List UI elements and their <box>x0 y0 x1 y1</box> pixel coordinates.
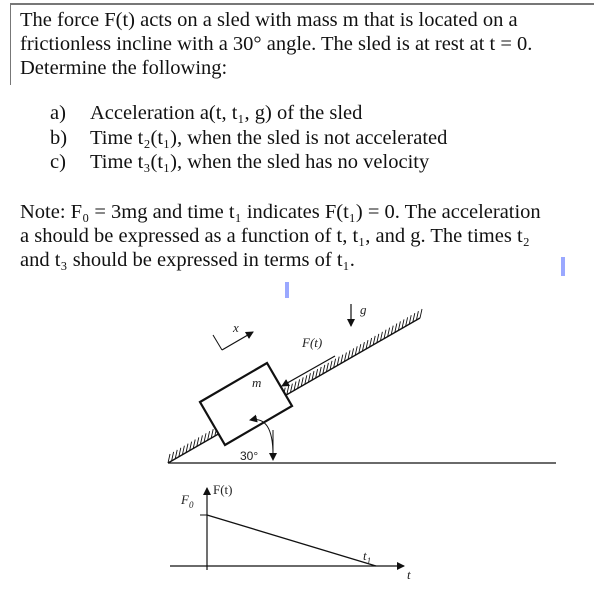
gravity-label: g <box>360 302 367 317</box>
question-text: Acceleration a(t, t₁, g) of the sled <box>90 102 363 124</box>
x-label: x <box>233 320 239 335</box>
question-text: Time t₂(t₁), when the sled is not accelerated <box>90 126 448 149</box>
question-letter: a) <box>50 102 66 124</box>
note-line: and t₃ should be expressed in terms of t₁. <box>20 249 355 271</box>
intro-line: Determine the following: <box>20 57 228 79</box>
question-letter: c) <box>50 151 66 173</box>
incline-diagram <box>168 302 556 463</box>
intro-line: The force F(t) acts on a sled with mass m that is located on a <box>20 9 518 31</box>
angle-label: 30° <box>240 449 259 463</box>
force-time-graph <box>170 482 411 582</box>
note-line: a should be expressed as a function of t, t₁, and g. The times t₂ <box>20 225 530 247</box>
question-text: Time t₃(t₁), when the sled has no velocity <box>90 151 430 173</box>
mass-label: m <box>252 375 262 390</box>
graph-t-label: t <box>407 567 411 582</box>
incline-hatching <box>168 309 422 463</box>
sled-block <box>200 363 292 445</box>
question-letter: b) <box>50 126 68 149</box>
t1-label: $t_1$ <box>363 548 372 566</box>
force-label: F(t) <box>302 335 323 350</box>
x-axis-stub <box>213 335 222 350</box>
hatch-mark <box>420 309 422 318</box>
graph-y-label: F(t) <box>213 482 233 497</box>
f0-label: $F_0$ <box>181 492 194 510</box>
force-line <box>207 515 376 566</box>
intro-line: frictionless incline with a 30° angle. The sled is at rest at t = 0. <box>20 33 533 55</box>
note-line: Note: F₀ = 3mg and time t₁ indicates F(t₁) = 0. The acceleration <box>20 201 541 223</box>
